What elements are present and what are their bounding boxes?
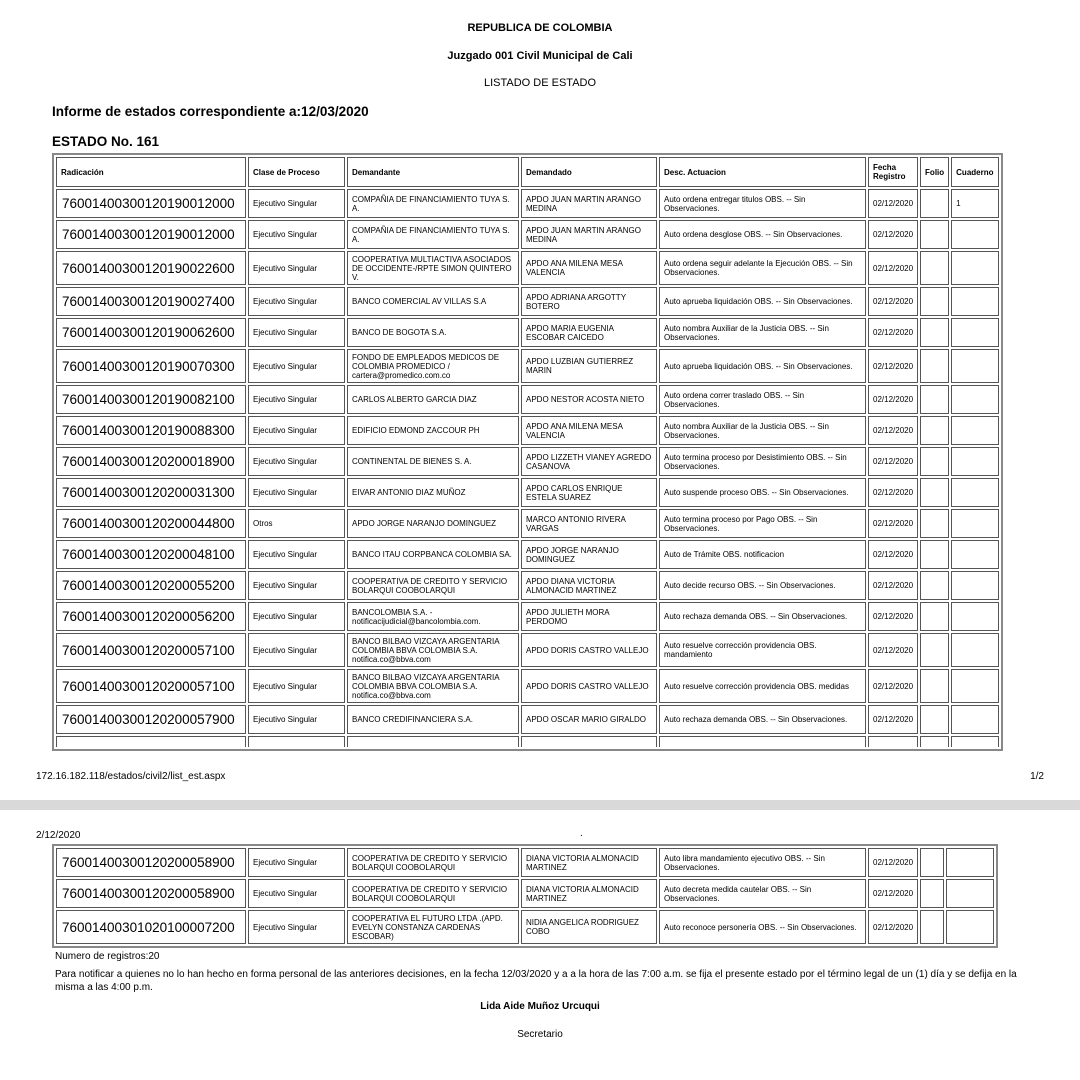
table-row: [56, 287, 999, 316]
cuaderno-cell: [951, 509, 999, 538]
estado-number: ESTADO No. 161: [52, 134, 160, 149]
clase-cell: Ejecutivo Singular: [248, 349, 345, 383]
demandado-cell: APDO ANA MILENA MESA VALENCIA: [521, 416, 657, 445]
demandado-cell: APDO LIZZETH VIANEY AGREDO CASANOVA: [521, 447, 657, 476]
page-separator: [0, 800, 1080, 810]
clase-cell: Otros: [248, 509, 345, 538]
demandado-cell: APDO ANA MILENA MESA VALENCIA: [521, 251, 657, 285]
page2-date: 2/12/2020: [36, 830, 81, 841]
demandado-cell: APDO DORIS CASTRO VALLEJO: [521, 633, 657, 667]
radicacion-cell: 76001400300120200057100: [56, 669, 246, 703]
fecha-cell: 02/12/2020: [868, 220, 918, 249]
demandante-cell: BANCO CREDIFINANCIERA S.A.: [347, 705, 519, 734]
cuaderno-cell: [951, 220, 999, 249]
signer-name: Lida Aide Muñoz Urcuqui: [480, 1001, 600, 1012]
folio-cell: [920, 416, 949, 445]
demandante-cell: BANCO BILBAO VIZCAYA ARGENTARIA COLOMBIA BBVA COLOMBIA S.A. notifica.co@bbva.com: [347, 669, 519, 703]
actuacion-cell: Auto ordena desglose OBS. -- Sin Observaciones.: [659, 220, 866, 249]
actuacion-cell: Auto resuelve corrección providencia OBS. medidas: [659, 669, 866, 703]
demandante-cell: CARLOS ALBERTO GARCIA DIAZ: [347, 385, 519, 414]
clase-cell: Ejecutivo Singular: [248, 385, 345, 414]
clase-cell: Ejecutivo Singular: [248, 447, 345, 476]
empty-cell: [920, 736, 949, 747]
fecha-cell: 02/12/2020: [868, 478, 918, 507]
table-row: [56, 478, 999, 507]
demandante-cell: COOPERATIVA MULTIACTIVA ASOCIADOS DE OCCIDENTE-/RPTE SIMON QUINTERO V.: [347, 251, 519, 285]
demandante-cell: FONDO DE EMPLEADOS MEDICOS DE COLOMBIA PROMEDICO / cartera@promedico.com.co: [347, 349, 519, 383]
actuacion-cell: Auto ordena correr traslado OBS. -- Sin Observaciones.: [659, 385, 866, 414]
actuacion-cell: Auto libra mandamiento ejecutivo OBS. -- Sin Observaciones.: [659, 848, 866, 877]
col-fecha: Fecha Registro: [868, 157, 918, 187]
fecha-cell: 02/12/2020: [868, 910, 918, 944]
table-row: [56, 189, 999, 218]
radicacion-cell: 76001400300120190062600: [56, 318, 246, 347]
demandado-cell: MARCO ANTONIO RIVERA VARGAS: [521, 509, 657, 538]
folio-cell: [920, 633, 949, 667]
folio-cell: [920, 509, 949, 538]
demandante-cell: COMPAÑIA DE FINANCIAMIENTO TUYA S. A.: [347, 189, 519, 218]
cuaderno-cell: [946, 879, 994, 908]
country-heading: REPUBLICA DE COLOMBIA: [467, 22, 613, 34]
table-row: [56, 349, 999, 383]
table-row: [56, 848, 994, 877]
folio-cell: [920, 385, 949, 414]
cuaderno-cell: [951, 349, 999, 383]
demandante-cell: BANCO ITAU CORPBANCA COLOMBIA SA.: [347, 540, 519, 569]
demandado-cell: APDO ADRIANA ARGOTTY BOTERO: [521, 287, 657, 316]
demandado-cell: APDO DIANA VICTORIA ALMONACID MARTINEZ: [521, 571, 657, 600]
clase-cell: Ejecutivo Singular: [248, 910, 345, 944]
table-body-continued: [56, 848, 994, 944]
clase-cell: Ejecutivo Singular: [248, 633, 345, 667]
folio-cell: [920, 705, 949, 734]
fecha-cell: 02/12/2020: [868, 705, 918, 734]
demandado-cell: APDO DORIS CASTRO VALLEJO: [521, 669, 657, 703]
fecha-cell: 02/12/2020: [868, 571, 918, 600]
court-heading: Juzgado 001 Civil Municipal de Cali: [447, 50, 633, 62]
empty-cell: [521, 736, 657, 747]
demandante-cell: COMPAÑIA DE FINANCIAMIENTO TUYA S. A.: [347, 220, 519, 249]
folio-cell: [920, 879, 944, 908]
page-2: [0, 810, 1080, 1080]
cuaderno-cell: [951, 318, 999, 347]
radicacion-cell: 76001400300120200057100: [56, 633, 246, 667]
radicacion-cell: 76001400300120200044800: [56, 509, 246, 538]
notice-text: Para notificar a quienes no lo han hecho en forma personal de las anteriores decisiones, en la fecha 12/03/2020 y a a la hora de las 7:00 a.m. se fija el presente estado por el término legal de un (1) día y se defija en la misma a las 4:00 p.m.: [55, 969, 1017, 993]
fecha-cell: 02/12/2020: [868, 385, 918, 414]
actuacion-cell: Auto decreta medida cautelar OBS. -- Sin Observaciones.: [659, 879, 866, 908]
demandado-cell: APDO JUAN MARTIN ARANGO MEDINA: [521, 220, 657, 249]
empty-cell: [868, 736, 918, 747]
footer-url: 172.16.182.118/estados/civil2/list_est.aspx: [36, 771, 226, 782]
cuaderno-cell: [951, 669, 999, 703]
table-row: [56, 416, 999, 445]
radicacion-cell: 76001400300120190027400: [56, 287, 246, 316]
table-row: [56, 385, 999, 414]
demandado-cell: APDO CARLOS ENRIQUE ESTELA SUAREZ: [521, 478, 657, 507]
list-title: LISTADO DE ESTADO: [483, 77, 597, 89]
radicacion-cell: 76001400300120200018900: [56, 447, 246, 476]
table-row-cut: [56, 736, 999, 747]
clase-cell: Ejecutivo Singular: [248, 571, 345, 600]
demandante-cell: COOPERATIVA DE CREDITO Y SERVICIO BOLARQUI COOBOLARQUI: [347, 571, 519, 600]
cuaderno-cell: [951, 633, 999, 667]
col-clase: Clase de Proceso: [248, 157, 345, 187]
fecha-cell: 02/12/2020: [868, 416, 918, 445]
col-cuaderno: Cuaderno: [951, 157, 999, 187]
estados-table-continued: [52, 844, 998, 948]
actuacion-cell: Auto decide recurso OBS. -- Sin Observaciones.: [659, 571, 866, 600]
radicacion-cell: 76001400300120190012000: [56, 189, 246, 218]
empty-cell: [347, 736, 519, 747]
cuaderno-cell: [946, 910, 994, 944]
clase-cell: Ejecutivo Singular: [248, 287, 345, 316]
cuaderno-cell: [951, 478, 999, 507]
table-row: [56, 602, 999, 631]
folio-cell: [920, 602, 949, 631]
page-number: 1/2: [1030, 771, 1044, 782]
folio-cell: [920, 349, 949, 383]
page2-mark: .: [580, 828, 583, 839]
demandante-cell: CONTINENTAL DE BIENES S. A.: [347, 447, 519, 476]
demandante-cell: COOPERATIVA EL FUTURO LTDA .(APD. EVELYN CONSTANZA CARDENAS ESCOBAR): [347, 910, 519, 944]
fecha-cell: 02/12/2020: [868, 669, 918, 703]
actuacion-cell: Auto reconoce personería OBS. -- Sin Observaciones.: [659, 910, 866, 944]
signer-role: Secretario: [517, 1029, 563, 1040]
empty-cell: [56, 736, 246, 747]
table-row: [56, 879, 994, 908]
actuacion-cell: Auto nombra Auxiliar de la Justicia OBS. -- Sin Observaciones.: [659, 318, 866, 347]
fecha-cell: 02/12/2020: [868, 633, 918, 667]
col-folio: Folio: [920, 157, 949, 187]
cuaderno-cell: [951, 602, 999, 631]
radicacion-cell: 76001400300120190022600: [56, 251, 246, 285]
cuaderno-cell: [951, 385, 999, 414]
table-row: [56, 669, 999, 703]
demandante-cell: APDO JORGE NARANJO DOMINGUEZ: [347, 509, 519, 538]
demandado-cell: APDO NESTOR ACOSTA NIETO: [521, 385, 657, 414]
demandante-cell: EIVAR ANTONIO DIAZ MUÑOZ: [347, 478, 519, 507]
folio-cell: [920, 220, 949, 249]
fecha-cell: 02/12/2020: [868, 602, 918, 631]
fecha-cell: 02/12/2020: [868, 879, 918, 908]
actuacion-cell: Auto aprueba liquidación OBS. -- Sin Observaciones.: [659, 349, 866, 383]
actuacion-cell: Auto aprueba liquidación OBS. -- Sin Observaciones.: [659, 287, 866, 316]
table-header-row: [56, 157, 999, 187]
actuacion-cell: Auto termina proceso por Desistimiento OBS. -- Sin Observaciones.: [659, 447, 866, 476]
cuaderno-cell: [951, 416, 999, 445]
table-row: [56, 509, 999, 538]
demandado-cell: APDO JULIETH MORA PERDOMO: [521, 602, 657, 631]
estados-table: [52, 153, 1003, 751]
table-row: [56, 220, 999, 249]
cuaderno-cell: [951, 287, 999, 316]
fecha-cell: 02/12/2020: [868, 447, 918, 476]
actuacion-cell: Auto resuelve corrección providencia OBS. mandamiento: [659, 633, 866, 667]
clase-cell: Ejecutivo Singular: [248, 602, 345, 631]
demandante-cell: BANCO COMERCIAL AV VILLAS S.A: [347, 287, 519, 316]
cuaderno-cell: [946, 848, 994, 877]
demandado-cell: APDO MARIA EUGENIA ESCOBAR CAICEDO: [521, 318, 657, 347]
clase-cell: Ejecutivo Singular: [248, 220, 345, 249]
clase-cell: Ejecutivo Singular: [248, 669, 345, 703]
folio-cell: [920, 910, 944, 944]
col-demandado: Demandado: [521, 157, 657, 187]
radicacion-cell: 76001400300120200048100: [56, 540, 246, 569]
clase-cell: Ejecutivo Singular: [248, 416, 345, 445]
actuacion-cell: Auto rechaza demanda OBS. -- Sin Observaciones.: [659, 705, 866, 734]
radicacion-cell: 76001400300120200058900: [56, 879, 246, 908]
table-row: [56, 571, 999, 600]
demandado-cell: NIDIA ANGELICA RODRIGUEZ COBO: [521, 910, 657, 944]
demandado-cell: APDO OSCAR MARIO GIRALDO: [521, 705, 657, 734]
demandante-cell: COOPERATIVA DE CREDITO Y SERVICIO BOLARQUI COOBOLARQUI: [347, 879, 519, 908]
fecha-cell: 02/12/2020: [868, 251, 918, 285]
actuacion-cell: Auto termina proceso por Pago OBS. -- Sin Observaciones.: [659, 509, 866, 538]
demandado-cell: APDO JORGE NARANJO DOMINGUEZ: [521, 540, 657, 569]
fecha-cell: 02/12/2020: [868, 509, 918, 538]
demandante-cell: BANCOLOMBIA S.A. - notificacijudicial@bancolombia.com.: [347, 602, 519, 631]
demandado-cell: APDO JUAN MARTIN ARANGO MEDINA: [521, 189, 657, 218]
radicacion-cell: 76001400301020100007200: [56, 910, 246, 944]
folio-cell: [920, 251, 949, 285]
folio-cell: [920, 848, 944, 877]
radicacion-cell: 76001400300120200058900: [56, 848, 246, 877]
actuacion-cell: Auto rechaza demanda OBS. -- Sin Observaciones.: [659, 602, 866, 631]
cuaderno-cell: [951, 447, 999, 476]
col-actuacion: Desc. Actuacion: [659, 157, 866, 187]
radicacion-cell: 76001400300120200057900: [56, 705, 246, 734]
clase-cell: Ejecutivo Singular: [248, 318, 345, 347]
table-row: [56, 251, 999, 285]
folio-cell: [920, 540, 949, 569]
folio-cell: [920, 447, 949, 476]
demandante-cell: BANCO DE BOGOTA S.A.: [347, 318, 519, 347]
table-row: [56, 447, 999, 476]
record-count: Numero de registros:20: [55, 951, 160, 962]
folio-cell: [920, 478, 949, 507]
actuacion-cell: Auto ordena entregar titulos OBS. -- Sin Observaciones.: [659, 189, 866, 218]
col-demandante: Demandante: [347, 157, 519, 187]
folio-cell: [920, 669, 949, 703]
actuacion-cell: Auto suspende proceso OBS. -- Sin Observaciones.: [659, 478, 866, 507]
demandado-cell: DIANA VICTORIA ALMONACID MARTINEZ: [521, 879, 657, 908]
clase-cell: Ejecutivo Singular: [248, 879, 345, 908]
clase-cell: Ejecutivo Singular: [248, 478, 345, 507]
fecha-cell: 02/12/2020: [868, 349, 918, 383]
fecha-cell: 02/12/2020: [868, 848, 918, 877]
cuaderno-cell: [951, 705, 999, 734]
demandante-cell: EDIFICIO EDMOND ZACCOUR PH: [347, 416, 519, 445]
fecha-cell: 02/12/2020: [868, 189, 918, 218]
table-body: [56, 189, 999, 747]
demandado-cell: APDO LUZBIAN GUTIERREZ MARIN: [521, 349, 657, 383]
col-radicacion: Radicación: [56, 157, 246, 187]
radicacion-cell: 76001400300120200056200: [56, 602, 246, 631]
empty-cell: [659, 736, 866, 747]
folio-cell: [920, 287, 949, 316]
table-row: [56, 318, 999, 347]
demandante-cell: COOPERATIVA DE CREDITO Y SERVICIO BOLARQUI COOBOLARQUI: [347, 848, 519, 877]
demandante-cell: BANCO BILBAO VIZCAYA ARGENTARIA COLOMBIA BBVA COLOMBIA S.A. notifica.co@bbva.com: [347, 633, 519, 667]
radicacion-cell: 76001400300120200031300: [56, 478, 246, 507]
folio-cell: [920, 571, 949, 600]
clase-cell: Ejecutivo Singular: [248, 251, 345, 285]
table-row: [56, 633, 999, 667]
fecha-cell: 02/12/2020: [868, 540, 918, 569]
table-row: [56, 540, 999, 569]
cuaderno-cell: 1: [951, 189, 999, 218]
empty-cell: [248, 736, 345, 747]
clase-cell: Ejecutivo Singular: [248, 705, 345, 734]
cuaderno-cell: [951, 571, 999, 600]
actuacion-cell: Auto nombra Auxiliar de la Justicia OBS. -- Sin Observaciones.: [659, 416, 866, 445]
folio-cell: [920, 318, 949, 347]
radicacion-cell: 76001400300120190082100: [56, 385, 246, 414]
cuaderno-cell: [951, 251, 999, 285]
radicacion-cell: 76001400300120200055200: [56, 571, 246, 600]
empty-cell: [951, 736, 999, 747]
fecha-cell: 02/12/2020: [868, 318, 918, 347]
actuacion-cell: Auto de Trámite OBS. notificacion: [659, 540, 866, 569]
folio-cell: [920, 189, 949, 218]
demandado-cell: DIANA VICTORIA ALMONACID MARTINEZ: [521, 848, 657, 877]
table-row: [56, 705, 999, 734]
clase-cell: Ejecutivo Singular: [248, 189, 345, 218]
cuaderno-cell: [951, 540, 999, 569]
clase-cell: Ejecutivo Singular: [248, 540, 345, 569]
radicacion-cell: 76001400300120190012000: [56, 220, 246, 249]
table-row: [56, 910, 994, 944]
actuacion-cell: Auto ordena seguir adelante la Ejecución OBS. -- Sin Observaciones.: [659, 251, 866, 285]
informe-title: Informe de estados correspondiente a:12/03/2020: [52, 104, 369, 119]
clase-cell: Ejecutivo Singular: [248, 848, 345, 877]
fecha-cell: 02/12/2020: [868, 287, 918, 316]
radicacion-cell: 76001400300120190088300: [56, 416, 246, 445]
radicacion-cell: 76001400300120190070300: [56, 349, 246, 383]
